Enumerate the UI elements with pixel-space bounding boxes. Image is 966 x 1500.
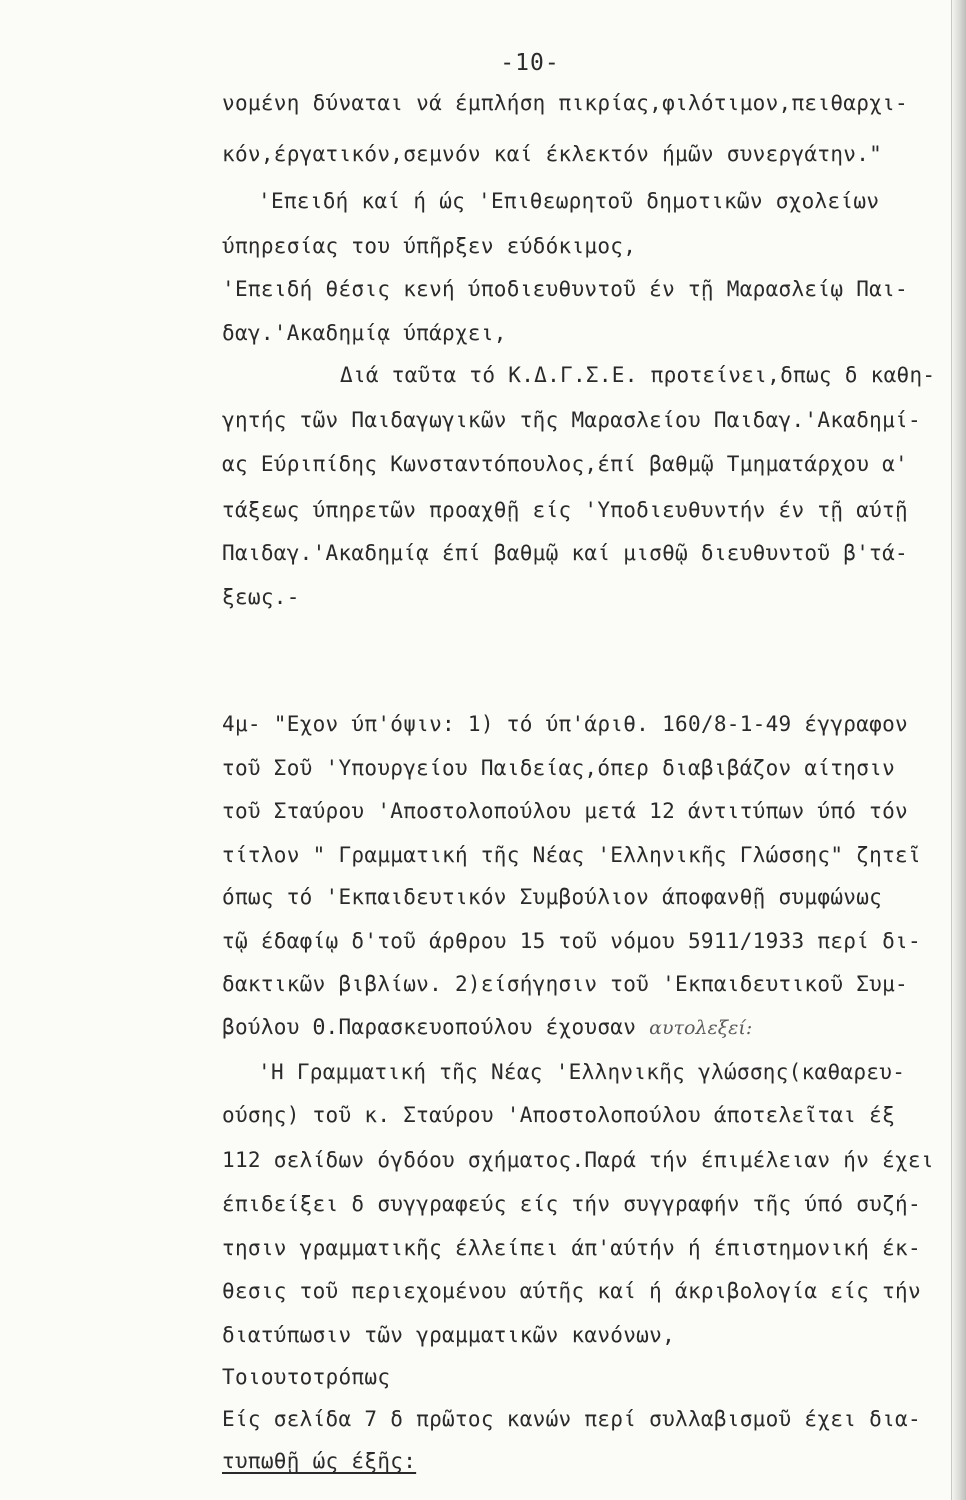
text-line: νομένη δύναται νά έμπλήση πικρίας,φιλότιμον,πειθαρχι- <box>222 91 908 115</box>
page-edge-shadow <box>952 0 966 1500</box>
handwritten-annotation: αυτολεξεί: <box>649 1017 753 1039</box>
text-line: 'Η Γραμματική τῆς Νέας 'Ελληνικῆς γλώσσης(καθαρευ- <box>258 1060 906 1084</box>
page-number: -10- <box>500 50 560 76</box>
text-line: γητής τῶν Παιδαγωγικῶν τῆς Μαρασλείου Παιδαγ.'Ακαδημί- <box>222 408 921 432</box>
text-line-segment: βούλου Θ.Παρασκευοπούλου έχουσαν <box>222 1015 637 1039</box>
text-line: ούσης) τοῦ κ. Σταύρου 'Αποστολοπούλου άποτελεῖται έξ <box>222 1103 896 1127</box>
text-line: θεσις τοῦ περιεχομένου αύτῆς καί ή άκριβολογία είς τήν <box>222 1279 921 1303</box>
text-line: κόν,έργατικόν,σεμνόν καί έκλεκτόν ήμῶν συνεργάτην." <box>222 142 883 166</box>
text-line: 4μ- "Εχον ύπ'όψιν: 1) τό ύπ'άριθ. 160/8-1-49 έγγραφον <box>222 712 908 736</box>
text-line: τησιν γραμματικῆς έλλείπει άπ'αύτήν ή έπιστημονική έκ- <box>222 1236 921 1260</box>
text-line: ξεως.- <box>222 585 300 609</box>
text-line: Είς σελίδα 7 δ πρῶτος κανών περί συλλαβισμοῦ έχει δια- <box>222 1407 921 1431</box>
page-edge-line <box>951 0 952 1500</box>
text-line: 112 σελίδων όγδόου σχήματος.Παρά τήν έπιμέλειαν ήν έχει <box>222 1148 934 1172</box>
text-line: όπως τό 'Εκπαιδευτικόν Συμβούλιον άποφανθῇ συμφώνως <box>222 885 883 909</box>
text-line: τῷ έδαφίῳ δ'τοῦ άρθρου 15 τοῦ νόμου 5911/1933 περί δι- <box>222 929 921 953</box>
text-line: 'Επειδή καί ή ώς 'Επιθεωρητοῦ δημοτικῶν σχολείων <box>258 189 880 213</box>
text-line: διατύπωσιν τῶν γραμματικῶν κανόνων, <box>222 1323 676 1347</box>
text-line: τοῦ Σταύρου 'Αποστολοπούλου μετά 12 άντιτύπων ύπό τόν <box>222 799 908 823</box>
text-line: Διά ταῦτα τό Κ.Δ.Γ.Σ.Ε. προτείνει,δπως δ καθη- <box>340 363 936 387</box>
text-line: ας Εύριπίδης Κωνσταντόπουλος,έπί βαθμῷ Τμηματάρχου α' <box>222 452 908 476</box>
text-line: τίτλον " Γραμματική τῆς Νέας 'Ελληνικῆς Γλώσσης" ζητεῖ <box>222 843 921 867</box>
text-line: δαγ.'Ακαδημίᾳ ύπάρχει, <box>222 321 507 345</box>
text-line: έπιδείξει δ συγγραφεύς είς τήν συγγραφήν τῆς ύπό συζή- <box>222 1192 921 1216</box>
text-line: ύπηρεσίας του ύπῆρξεν εύδόκιμος, <box>222 234 637 258</box>
text-line: τάξεως ύπηρετῶν προαχθῇ είς 'Υποδιευθυντήν έν τῇ αύτῇ <box>222 498 908 522</box>
text-line: 'Επειδή θέσις κενή ύποδιευθυντοῦ έν τῇ Μαρασλείῳ Παι- <box>222 277 908 301</box>
text-line: δακτικῶν βιβλίων. 2)είσήγησιν τοῦ 'Εκπαιδευτικοῦ Συμ- <box>222 972 908 996</box>
text-line: τυπωθῇ ώς έξῆς: <box>222 1449 417 1473</box>
text-line <box>222 1012 752 1043</box>
text-line: Παιδαγ.'Ακαδημίᾳ έπί βαθμῷ καί μισθῷ διευθυντοῦ β'τά- <box>222 541 908 565</box>
text-line: Τοιουτοτρόπως <box>222 1365 391 1389</box>
text-line: τοῦ Σοῦ 'Υπουργείου Παιδείας,όπερ διαβιβάζον αίτησιν <box>222 756 896 780</box>
